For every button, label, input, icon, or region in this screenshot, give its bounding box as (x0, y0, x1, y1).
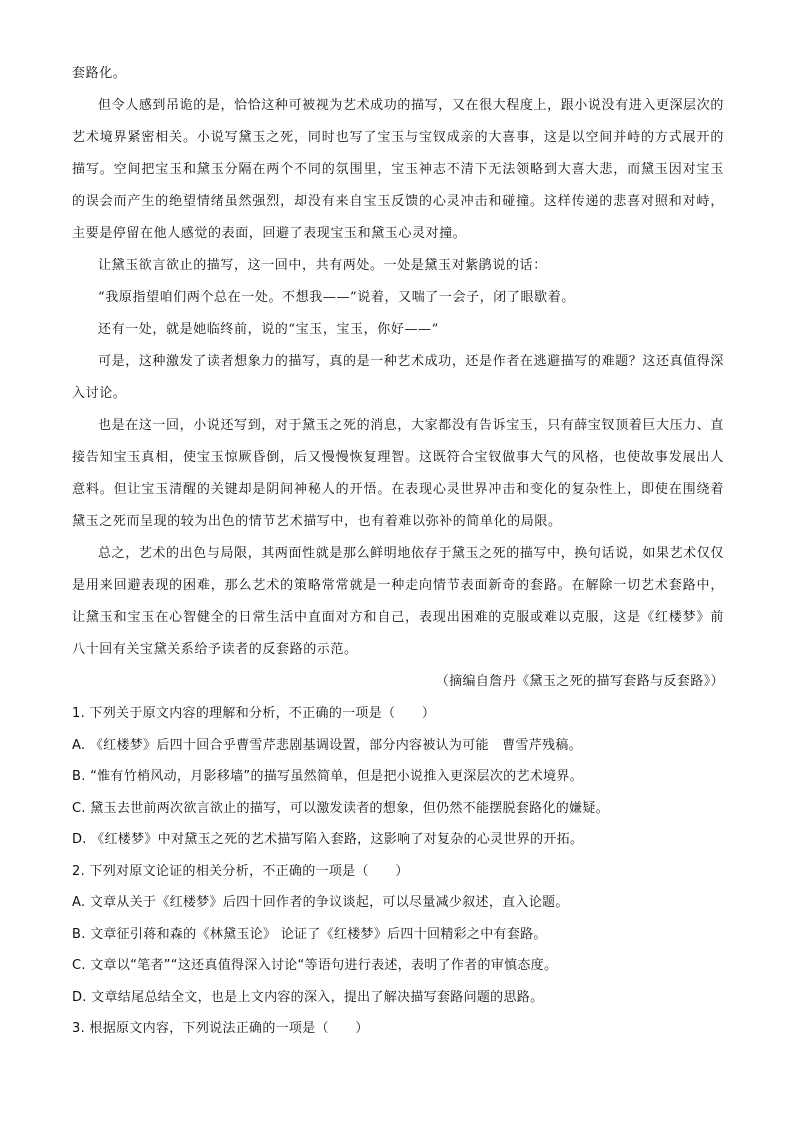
document-content (72, 58, 724, 1045)
passage-source: （摘编自詹丹《黛玉之死的描写套路与反套路》） (435, 674, 724, 689)
option-a: A. 文章从关于《红楼梦》后四十回作者的争议谈起，可以尽量减少叙述，直入论题。 (72, 895, 569, 910)
question-stem: 3. 根据原文内容，下列说法正确的一项是（ ） (72, 1021, 369, 1036)
passage-paragraph: 还有一处，就是她临终前，说的“宝玉，宝玉，你好——” (98, 322, 439, 337)
option-b: B. 文章征引蒋和森的《林黛玉论》 论证了《红楼梦》后四十回精彩之中有套路。 (72, 926, 547, 942)
question-stem: 2. 下列对原文论证的相关分析，不正确的一项是（ ） (72, 863, 409, 879)
question-stem: 1. 下列关于原文内容的理解和分析，不正确的一项是（ ） (72, 706, 436, 721)
question-1 (72, 698, 724, 856)
passage-paragraph: 套路化。 (72, 66, 127, 81)
passage-paragraph: 也是在这一回，小说还写到，对于黛玉之死的消息，大家都没有告诉宝玉，只有薛宝钗顶着巨大压力、直接告知宝玉真相，使宝玉惊厥昏倒，后又慢慢恢复理智。这既符合宝钗做事大气的风格，也使故事发展出人意料。但让宝玉清醒的关键却是阴间神秘人的开悟。在表现心灵世界冲击和变化的复杂性上，即使在围绕着黛玉之死而呈现的较为出色的情节艺术描写中，也有着难以弥补的简单化的局限。 (72, 418, 724, 529)
option-a: A. 《红楼梦》后四十回合乎曹雪芹悲剧基调设置，部分内容被认为可能 曹雪芹残稿。 (72, 737, 582, 753)
passage-paragraph: 让黛玉欲言欲止的描写，这一回中，共有两处。一处是黛玉对紫鹃说的话： (98, 258, 547, 273)
option-c: C. 黛玉去世前两次欲言欲止的描写，可以激发读者的想象，但仍然不能摆脱套路化的嫌疑。 (72, 800, 609, 816)
question-2 (72, 856, 724, 1014)
passage-paragraph: 但令人感到吊诡的是，恰恰这种可被视为艺术成功的描写，又在很大程度上，跟小说没有进入更深层次的艺术境界紧密相关。小说写黛玉之死，同时也写了宝玉与宝钗成亲的大喜事，这是以空间并峙的方式展开的描写。空间把宝玉和黛玉分隔在两个不同的氛围里，宝玉神志不清下无法领略到大喜大悲，而黛玉因对宝玉的误会而产生的绝望情绪虽然强烈，却没有来自宝玉反馈的心灵冲击和碰撞。这样传递的悲喜对照和对峙，主要是停留在他人感觉的表面，回避了表现宝玉和黛玉心灵对撞。 (72, 98, 724, 241)
option-d: D. 文章结尾总结全文，也是上文内容的深入，提出了解决描写套路问题的思路。 (72, 989, 544, 1005)
passage-paragraph: 可是，这种激发了读者想象力的描写，真的是一种艺术成功，还是作者在逃避描写的难题？这还真值得深入讨论。 (72, 354, 724, 401)
passage-quote: “我原指望咱们两个总在一处。不想我——”说着，又喘了一会子，闭了眼歇着。 (98, 290, 575, 305)
passage-paragraph: 总之，艺术的出色与局限，其两面性就是那么鲜明地依存于黛玉之死的描写中，换句话说，如果艺术仅仅是用来回避表现的困难，那么艺术的策略常常就是一种走向情节表面新奇的套路。在解除一切艺术套路中，让黛玉和宝玉在心智健全的日常生活中直面对方和自己，表现出困难的克服或难以克服，这是《红楼梦》前八十回有关宝黛关系给予读者的反套路的示范。 (72, 546, 724, 657)
question-3 (72, 1013, 724, 1045)
option-d: D. 《红楼梦》中对黛玉之死的艺术描写陷入套路，这影响了对复杂的心灵世界的开拓。 (72, 832, 584, 847)
option-c: C. 文章以“笔者”“这还真值得深入讨论“等语句进行表述，表明了作者的审慎态度。 (72, 958, 558, 973)
option-b: B. “惟有竹梢风动，月影移墙”的描写虽然简单，但是把小说推入更深层次的艺术境界。 (72, 769, 583, 784)
